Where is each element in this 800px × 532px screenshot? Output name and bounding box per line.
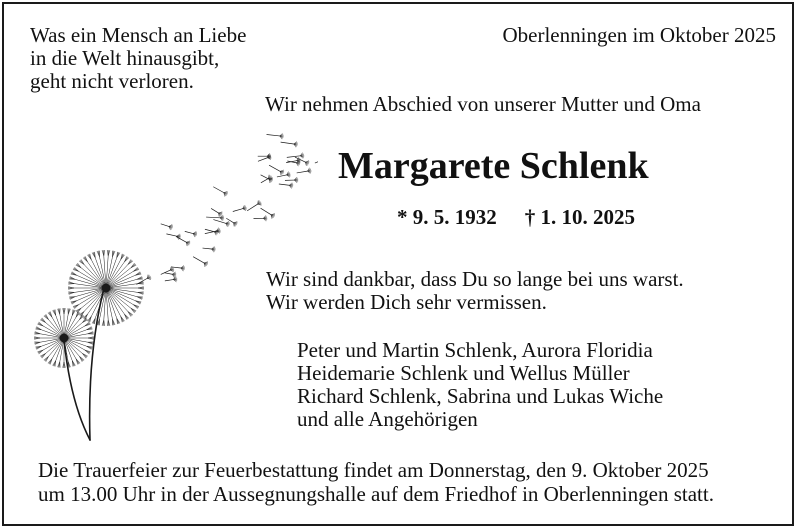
- place-and-date: Oberlenningen im Oktober 2025: [502, 23, 776, 47]
- memorial-quote: [30, 24, 246, 93]
- mourner-line: Richard Schlenk, Sabrina und Lukas Wiche: [297, 384, 664, 408]
- quote-line: geht nicht verloren.: [30, 69, 194, 93]
- birth-date: * 9. 5. 1932: [397, 205, 497, 229]
- death-date: † 1. 10. 2025: [524, 205, 635, 229]
- ceremony-line: Die Trauerfeier zur Feuerbestattung findet am Donnerstag, den 9. Oktober 2025: [38, 458, 709, 482]
- ceremony-info: [38, 458, 714, 506]
- quote-line: in die Welt hinausgibt,: [30, 46, 220, 70]
- mourner-line: Heidemarie Schlenk und Wellus Müller: [297, 361, 630, 385]
- dandelion-seeds-icon: [28, 128, 318, 446]
- life-dates: [397, 205, 663, 230]
- mourner-line: und alle Angehörigen: [297, 407, 478, 431]
- quote-line: Was ein Mensch an Liebe: [30, 23, 247, 47]
- thanks-message: [266, 268, 684, 314]
- deceased-name: Margarete Schlenk: [338, 145, 649, 187]
- mourner-line: Peter und Martin Schlenk, Aurora Floridia: [297, 338, 653, 362]
- ceremony-line: um 13.00 Uhr in der Aussegnungshalle auf dem Friedhof in Oberlenningen statt.: [38, 482, 714, 506]
- farewell-line: Wir nehmen Abschied von unserer Mutter und Oma: [265, 92, 701, 116]
- mourners-list: [297, 339, 663, 431]
- thanks-line: Wir sind dankbar, dass Du so lange bei uns warst.: [266, 267, 684, 291]
- thanks-line: Wir werden Dich sehr vermissen.: [266, 290, 547, 314]
